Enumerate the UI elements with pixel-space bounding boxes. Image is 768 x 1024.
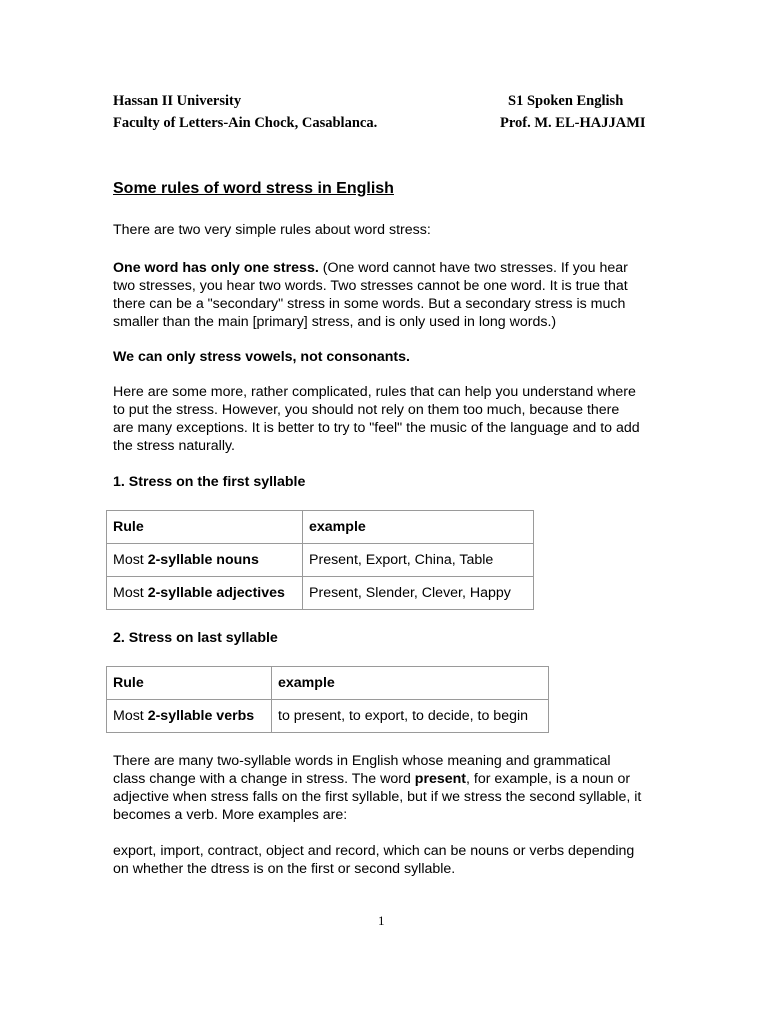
faculty-name: Faculty of Letters-Ain Chock, Casablanca.	[113, 115, 378, 131]
two-syllable-bold: present	[414, 771, 467, 787]
rule-one-paragraph	[113, 259, 643, 331]
examples-paragraph: export, import, contract, object and record, which can be nouns or verbs depending on whether the dtress is on the first or second syllable.	[113, 843, 635, 877]
example-cell: Present, Export, China, Table	[303, 544, 534, 577]
page-title: Some rules of word stress in English	[113, 180, 394, 197]
table-row	[107, 544, 534, 577]
rule-one-text: (One word cannot have two stresses. If you hear two stresses, you hear two words. Two stresses cannot be one word. It is true that there can be a "secondary" stress in some words. But a secondary stress is much smaller than the main [primary] stress, and is only used in long words.)	[113, 260, 628, 330]
header-rule-cell: Rule	[107, 511, 303, 544]
two-syllable-before: There are many two-syllable words in English whose meaning and grammatical class change with a change in stress. The word	[113, 753, 611, 787]
two-syllable-after: , for example, is a noun or adjective when stress falls on the first syllable, but if we stress the second syllable, it becomes a verb. More examples are:	[113, 771, 642, 823]
rule-cell	[107, 544, 303, 577]
section1-heading: 1. Stress on the first syllable	[113, 474, 306, 490]
example-cell: Present, Slender, Clever, Happy	[303, 577, 534, 610]
rule-prefix: Most	[113, 585, 148, 601]
more-rules-paragraph: Here are some more, rather complicated, rules that can help you understand where to put the stress. However, you should not rely on them too much, because there are many exceptions. It is better to try to "feel" the music of the language and to add the stress naturally.	[113, 384, 640, 454]
rule-prefix: Most	[113, 708, 148, 724]
last-syllable-table	[106, 666, 549, 733]
example-cell: to present, to export, to decide, to begin	[272, 700, 549, 733]
rule-cell	[107, 577, 303, 610]
page-number: 1	[378, 913, 385, 928]
professor-name: Prof. M. EL-HAJJAMI	[500, 115, 646, 131]
rule-one-bold: One word has only one stress.	[113, 260, 319, 276]
table-header-row	[107, 511, 534, 544]
section2-heading: 2. Stress on last syllable	[113, 630, 278, 646]
rule-bold: 2-syllable verbs	[147, 708, 255, 724]
intro-paragraph: There are two very simple rules about word stress:	[113, 222, 431, 238]
course-name: S1 Spoken English	[508, 93, 624, 109]
header-example-cell: example	[272, 667, 549, 700]
rule-two-bold: We can only stress vowels, not consonants.	[113, 349, 410, 365]
university-name: Hassan II University	[113, 93, 242, 109]
rule-cell	[107, 700, 272, 733]
two-syllable-paragraph	[113, 752, 643, 824]
header-right	[500, 90, 646, 134]
table-row	[107, 577, 534, 610]
header-left	[113, 90, 377, 134]
rule-bold: 2-syllable nouns	[147, 552, 259, 568]
table-header-row	[107, 667, 549, 700]
first-syllable-table	[106, 510, 534, 610]
rule-bold: 2-syllable adjectives	[147, 585, 285, 601]
rule-prefix: Most	[113, 552, 148, 568]
table-row	[107, 700, 549, 733]
rule-two-paragraph	[113, 348, 643, 366]
header-rule-cell: Rule	[107, 667, 272, 700]
header-example-cell: example	[303, 511, 534, 544]
